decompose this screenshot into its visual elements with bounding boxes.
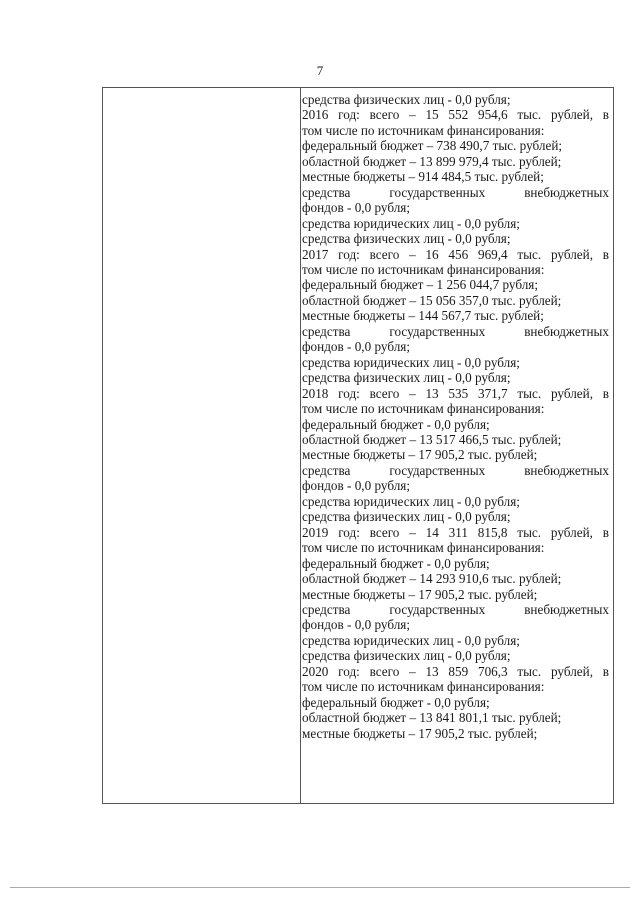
text-line: 2017 год: всего – 16 456 969,4 тыс. рублей, в — [302, 246, 609, 262]
text-line: местные бюджеты – 17 905,2 тыс. рублей; — [302, 586, 538, 602]
text-line: средства государственных внебюджетных — [302, 184, 609, 200]
text-line: местные бюджеты – 17 905,2 тыс. рублей; — [302, 725, 538, 741]
text-line: федеральный бюджет - 0,0 рубля; — [302, 416, 490, 432]
text-line: 2019 год: всего – 14 311 815,8 тыс. рублей, в — [302, 524, 609, 540]
text-line: том числе по источникам финансирования: — [302, 540, 545, 556]
text-line: федеральный бюджет - 0,0 рубля; — [302, 555, 490, 571]
text-line: фондов - 0,0 рубля; — [302, 339, 411, 355]
funding-text — [302, 92, 609, 741]
text-line: местные бюджеты – 914 484,5 тыс. рублей; — [302, 169, 544, 185]
text-line: том числе по источникам финансирования: — [302, 401, 545, 417]
text-line: фондов - 0,0 рубля; — [302, 617, 411, 633]
text-line: областной бюджет – 13 841 801,1 тыс. рублей; — [302, 710, 562, 726]
text-line: областной бюджет – 15 056 357,0 тыс. рублей; — [302, 292, 562, 308]
text-line: средства физических лиц - 0,0 рубля; — [302, 370, 511, 386]
text-line: средства физических лиц - 0,0 рубля; — [302, 231, 511, 247]
text-line: том числе по источникам финансирования: — [302, 679, 545, 695]
text-line: средства государственных внебюджетных — [302, 323, 609, 339]
text-line: средства физических лиц - 0,0 рубля; — [302, 509, 511, 525]
text-line: федеральный бюджет - 0,0 рубля; — [302, 694, 490, 710]
page-number: 7 — [316, 63, 324, 78]
text-line: местные бюджеты – 17 905,2 тыс. рублей; — [302, 447, 538, 463]
text-line: средства физических лиц - 0,0 рубля; — [302, 92, 511, 107]
text-line: областной бюджет – 13 899 979,4 тыс. рублей; — [302, 153, 562, 169]
text-line: том числе по источникам финансирования: — [302, 261, 545, 277]
text-line: фондов - 0,0 рубля; — [302, 478, 411, 494]
text-line: средства юридических лиц - 0,0 рубля; — [302, 354, 520, 370]
page-bottom-divider — [10, 887, 630, 888]
text-line: средства юридических лиц - 0,0 рубля; — [302, 493, 520, 509]
funding-table — [102, 87, 614, 804]
text-line: областной бюджет – 14 293 910,6 тыс. рублей; — [302, 571, 562, 587]
text-line: фондов - 0,0 рубля; — [302, 200, 411, 216]
text-line: средства физических лиц - 0,0 рубля; — [302, 648, 511, 664]
text-line: федеральный бюджет – 738 490,7 тыс. рублей; — [302, 138, 563, 154]
text-line: 2018 год: всего – 13 535 371,7 тыс. рублей, в — [302, 385, 609, 401]
text-line: областной бюджет – 13 517 466,5 тыс. рублей; — [302, 431, 562, 447]
column-divider — [300, 88, 301, 803]
text-line: средства государственных внебюджетных — [302, 601, 609, 617]
text-line: федеральный бюджет – 1 256 044,7 рубля; — [302, 277, 539, 293]
text-line: 2016 год: всего – 15 552 954,6 тыс. рублей, в — [302, 107, 609, 123]
text-line: местные бюджеты – 144 567,7 тыс. рублей; — [302, 308, 544, 324]
text-line: средства юридических лиц - 0,0 рубля; — [302, 632, 520, 648]
text-line: средства государственных внебюджетных — [302, 462, 609, 478]
text-line: том числе по источникам финансирования: — [302, 122, 545, 138]
text-line: средства юридических лиц - 0,0 рубля; — [302, 215, 520, 231]
text-line: 2020 год: всего – 13 859 706,3 тыс. рублей, в — [302, 663, 609, 679]
